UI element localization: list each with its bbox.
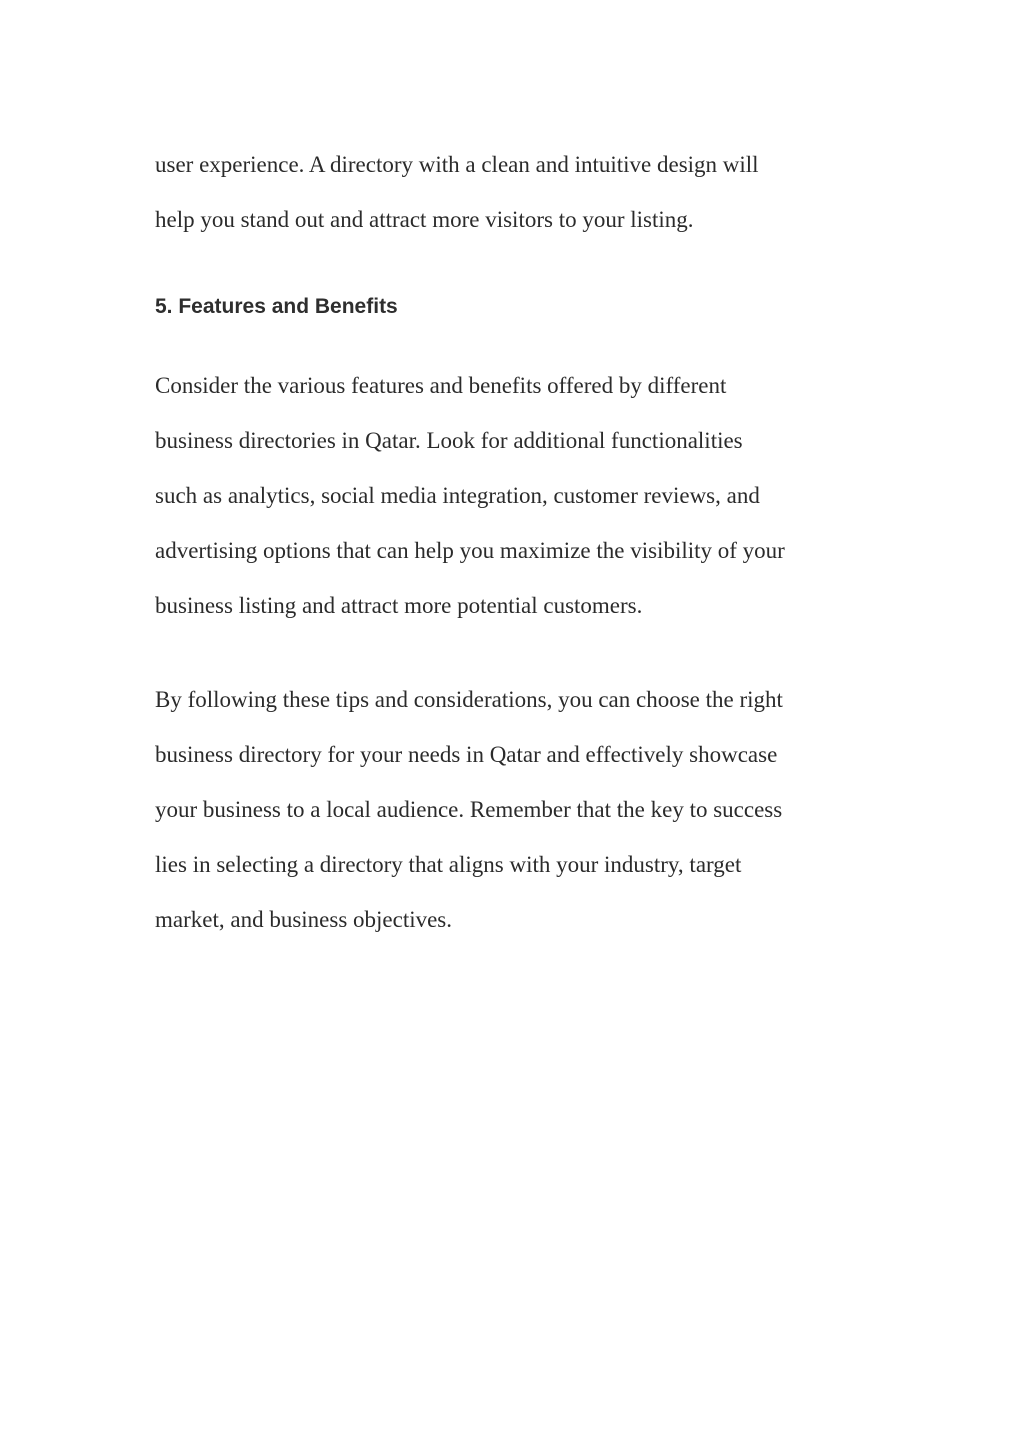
paragraph-line: business directories in Qatar. Look for additional functionalities [155,428,743,453]
conclusion-paragraph [155,685,895,945]
paragraph-line: your business to a local audience. Remember that the key to success [155,797,783,822]
intro-paragraph [155,150,895,240]
paragraph-line: such as analytics, social media integration, customer reviews, and [155,483,760,508]
paragraph-line: help you stand out and attract more visitors to your listing. [155,207,694,232]
paragraph-line: lies in selecting a directory that aligns with your industry, target [155,852,742,877]
paragraph-line: business listing and attract more potential customers. [155,593,643,618]
paragraph-line: business directory for your needs in Qatar and effectively showcase [155,742,778,767]
paragraph-line: advertising options that can help you maximize the visibility of your [155,538,785,563]
paragraph-line: By following these tips and considerations, you can choose the right [155,687,783,712]
section-heading: 5. Features and Benefits [155,295,398,318]
paragraph-line: Consider the various features and benefits offered by different [155,373,727,398]
paragraph-line: market, and business objectives. [155,907,453,932]
features-paragraph [155,371,895,631]
paragraph-line: user experience. A directory with a clean and intuitive design will [155,152,759,177]
